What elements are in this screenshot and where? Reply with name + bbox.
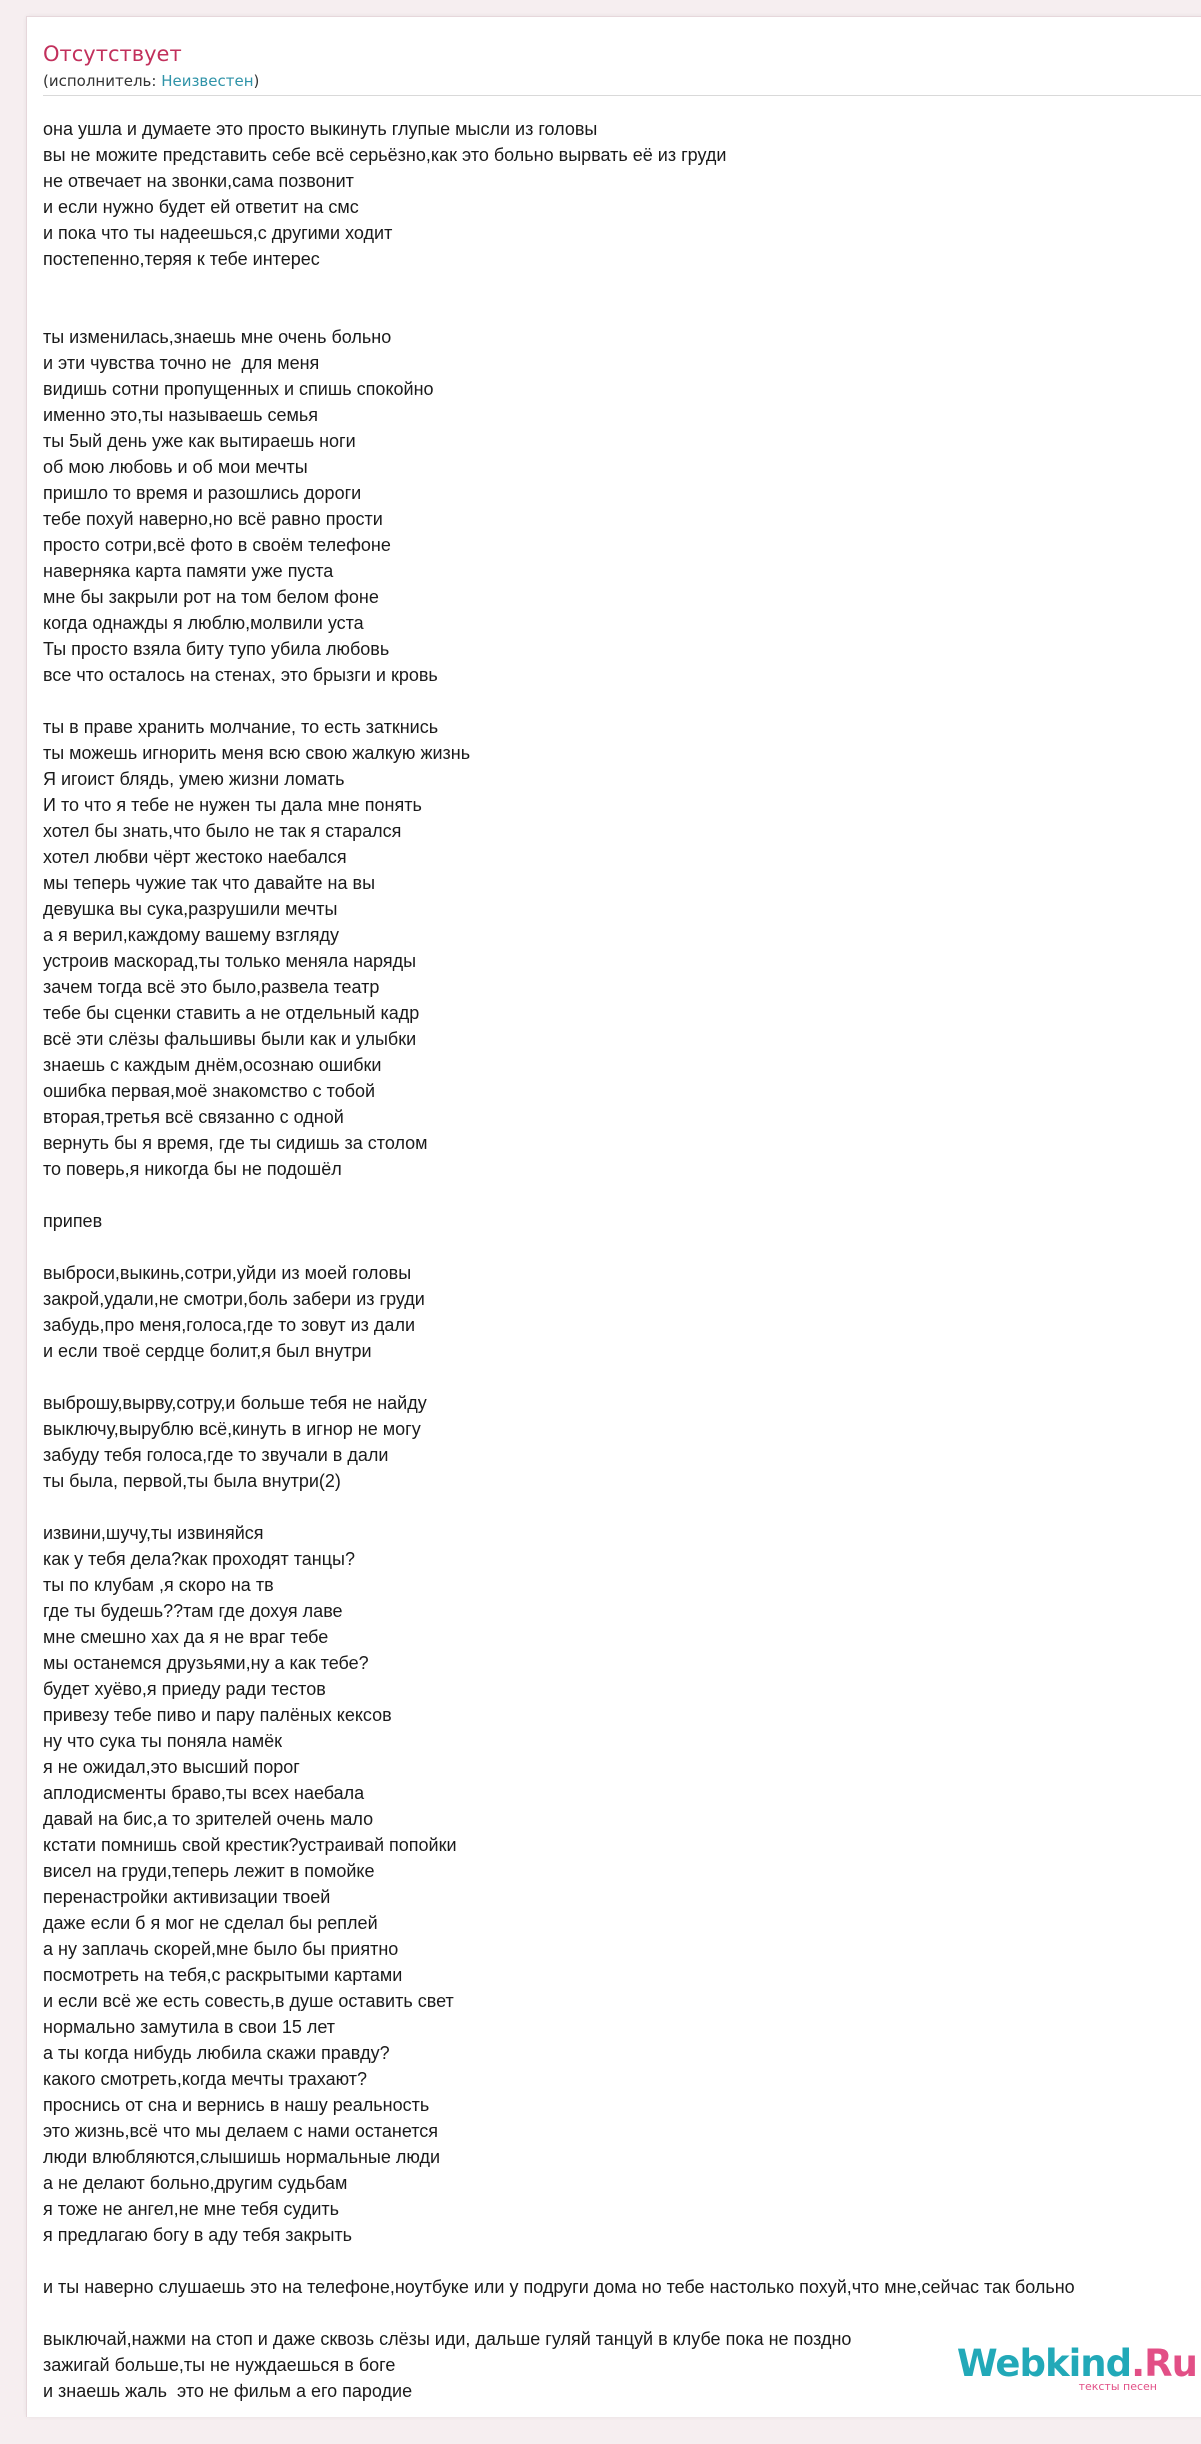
artist-link[interactable]: Неизвестен bbox=[161, 72, 254, 90]
lyrics-text: она ушла и думаете это просто выкинуть глупые мысли из головы вы не можите представить себе всё серьёзно,как это больно вырвать её из груди не отвечает на звонки,сама позвонит и если нужно будет ей ответит на смс и пока что ты надеешься,с другими ходит постепенно,теряя к тебе интерес ты изменилась,знаешь мне очень больно и эти чувства точно не для меня видишь сотни пропущенных и спишь спокойно именно это,ты называешь семья ты 5ый день уже как вытираешь ноги об мою любовь и об мои мечты пришло то время и разошлись дороги тебе похуй наверно,но всё равно прости просто сотри,всё фото в своём телефоне наверняка карта памяти уже пуста мне бы закрыли рот на том белом фоне когда однажды я люблю,молвили уста Ты просто взяла биту тупо убила любовь все что осталось на стенах, это брызги и кровь ты в праве хранить молчание, то есть заткнись ты можешь игнорить меня всю свою жалкую жизнь Я игоист блядь, умею жизни ломать И то что я тебе не нужен ты дала мне понять хотел бы знать,что было не так я старался хотел любви чёрт жестоко наебался мы теперь чужие так что давайте на вы девушка вы сука,разрушили мечты а я верил,каждому вашему взгляду устроив маскорад,ты только меняла наряды зачем тогда всё это было,развела театр тебе бы сценки ставить а не отдельный кадр всё эти слёзы фальшивы были как и улыбки знаешь с каждым днём,осознаю ошибки ошибка первая,моё знакомство с тобой вторая,третья всё связанно с одной вернуть бы я время, где ты сидишь за столом то поверь,я никогда бы не подошёл припев выброси,выкинь,сотри,уйди из моей головы закрой,удали,не смотри,боль забери из груди забудь,про меня,голоса,где то зовут из дали и если твоё сердце болит,я был внутри выброшу,вырву,сотру,и больше тебя не найду выключу,вырублю всё,кинуть в игнор не могу забуду тебя голоса,где то звучали в дали ты была, первой,ты была внутри(2) извини,шучу,ты извиняйся как у тебя дела?как проходят танцы? ты по клубам ,я скоро на тв где ты будешь??там где дохуя лаве мне смешно хах да я не враг тебе мы останемся друзьями,ну а как тебе? будет хуёво,я приеду ради тестов привезу тебе пиво и пару палёных кексов ну что сука ты поняла намёк я не ожидал,это высший порог аплодисменты браво,ты всех наебала давай на бис,а то зрителей очень мало кстати помнишь свой крестик?устраивай попойки висел на груди,теперь лежит в помойке перенастройки активизации твоей даже если б я мог не сделал бы реплей а ну заплачь скорей,мне было бы приятно посмотреть на тебя,с раскрытыми картами и если всё же есть совесть,в душе оставить свет нормально замутила в свои 15 лет а ты когда нибудь любила скажи правду? какого смотреть,когда мечты трахают? проснись от сна и вернись в нашу реальность это жизнь,всё что мы делаем с нами останется люди влюбляются,слышишь нормальные люди а не делают больно,другим судьбам я тоже не ангел,не мне тебя судить я предлагаю богу в аду тебя закрыть и ты наверно слушаешь это на телефоне,ноутбуке или у подруги дома но тебе настолько похуй,что мне,сейчас так больно выключай,нажми на стоп и даже сквозь слёзы иди, дальше гуляй танцуй в клубе пока не поздно зажигай больше,ты не нуждаешься в боге и знаешь жаль это не фильм а его пародие bbox=[43, 119, 1075, 2401]
logo-wordmark bbox=[956, 2342, 1197, 2385]
lyrics-card bbox=[26, 16, 1201, 2417]
artist-line bbox=[43, 72, 259, 90]
site-logo[interactable] bbox=[956, 2342, 1197, 2393]
logo-tld: .Ru bbox=[1131, 2342, 1197, 2385]
artist-suffix: ) bbox=[253, 72, 260, 90]
header-divider bbox=[43, 95, 1201, 96]
logo-main-text: Webkind bbox=[956, 2342, 1132, 2385]
logo-tagline: тексты песен bbox=[1078, 2380, 1157, 2393]
artist-prefix: (исполнитель: bbox=[43, 72, 162, 90]
song-title: Отсутствует bbox=[43, 42, 182, 66]
